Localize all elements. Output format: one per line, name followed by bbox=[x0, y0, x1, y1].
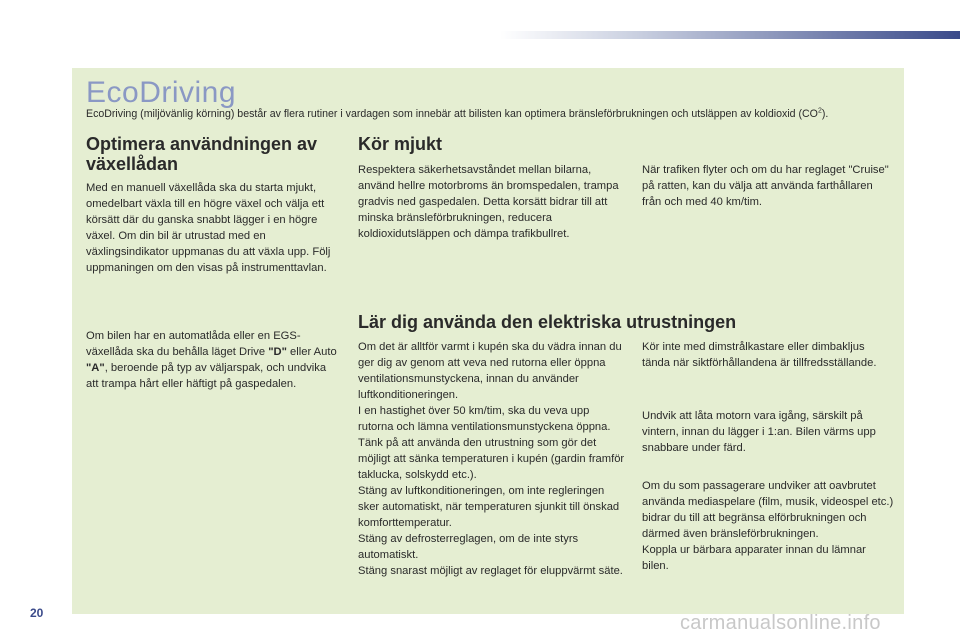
engine-idle-text: Undvik att låta motorn vara igång, särskilt på vintern, innan du lägger i 1:an. Bilen värms upp snabbare under färd. bbox=[642, 410, 876, 454]
heading-electric-equipment: Lär dig använda den elektriska utrustningen bbox=[358, 312, 737, 332]
page-title: EcoDriving bbox=[86, 76, 237, 109]
gear-manual-text: Med en manuell växellåda ska du starta mjukt, omedelbart växla till en högre växel och välja ett körsätt där du ganska snabbt lägger i en högre växel. Om din bil är utrustad med en växlingsindikator uppmanas du att växla upp. Följ uppmaningen om den visas på instrumenttavlan. bbox=[86, 182, 331, 274]
smooth-driving-text: Respektera säkerhetsavståndet mellan bilarna, använd hellre motorbroms än bromspedalen, trampa gradvis ned gaspedalen. Detta korsätt bidrar till att minska bränsleförbrukningen, reducera koldioxidutsläppen och dämpa trafikbullret. bbox=[358, 164, 619, 240]
header-gradient-bar bbox=[500, 31, 960, 39]
media-usage-text: Om du som passagerare undviker att oavbrutet använda mediaspelare (film, musik, videospel etc.) bidrar du till att begränsa elförbrukningen och därmed även bränsleförbrukningen. Koppla ur bärbara apparater innan du lämnar bilen. bbox=[642, 480, 894, 572]
heading-drive-smooth: Kör mjukt bbox=[358, 134, 443, 154]
page-number: 20 bbox=[30, 606, 44, 620]
cruise-control-text: När trafiken flyter och om du har reglaget "Cruise" på ratten, kan du välja att använda farthållaren från och med 40 km/tim. bbox=[642, 164, 889, 208]
intro-text: EcoDriving (miljövänlig körning) består av flera rutiner i vardagen som innebär att bilisten kan optimera bränsleförbrukningen och utsläppen av koldioxid $(CO^2)$. bbox=[86, 107, 829, 120]
heading-gear-usage: Optimera användningen av växellådan bbox=[86, 134, 318, 174]
fog-lights-text: Kör inte med dimstrålkastare eller dimbakljus tända när siktförhållandena är tillfredsställande. bbox=[642, 341, 877, 369]
ventilation-text: Om det är alltför varmt i kupén ska du vädra innan du ger dig av genom att veva ned rutorna eller öppna ventilationsmunstyckena, innan du använder luftkonditioneringen. I en hastighet över 50 km/tim, ska du veva upp rutorna och lämna ventilationsmunstyckena öppna. Tänk på att använda den utrustning som gör det möjligt att sänka temperaturen i kupén (gardin framför taklucka, solskydd etc.). Stäng av luftkonditioneringen, om inte regleringen sker automatiskt, när temperaturen sjunkit till önskad komforttemperatur. Stäng av defrosterreglagen, om de inte styrs automatiskt. Stäng snarast möjligt av reglaget för eluppvärmt säte. bbox=[358, 341, 625, 577]
gear-auto-text: Om bilen har en automatlåda eller en EGS-växellåda ska du behålla läget Drive "D" eller Auto "A", beroende på typ av väljarspak, och undvika att trampa hårt eller häftigt på gaspedalen. bbox=[86, 330, 337, 390]
watermark: carmanualsonline.info bbox=[680, 612, 881, 634]
